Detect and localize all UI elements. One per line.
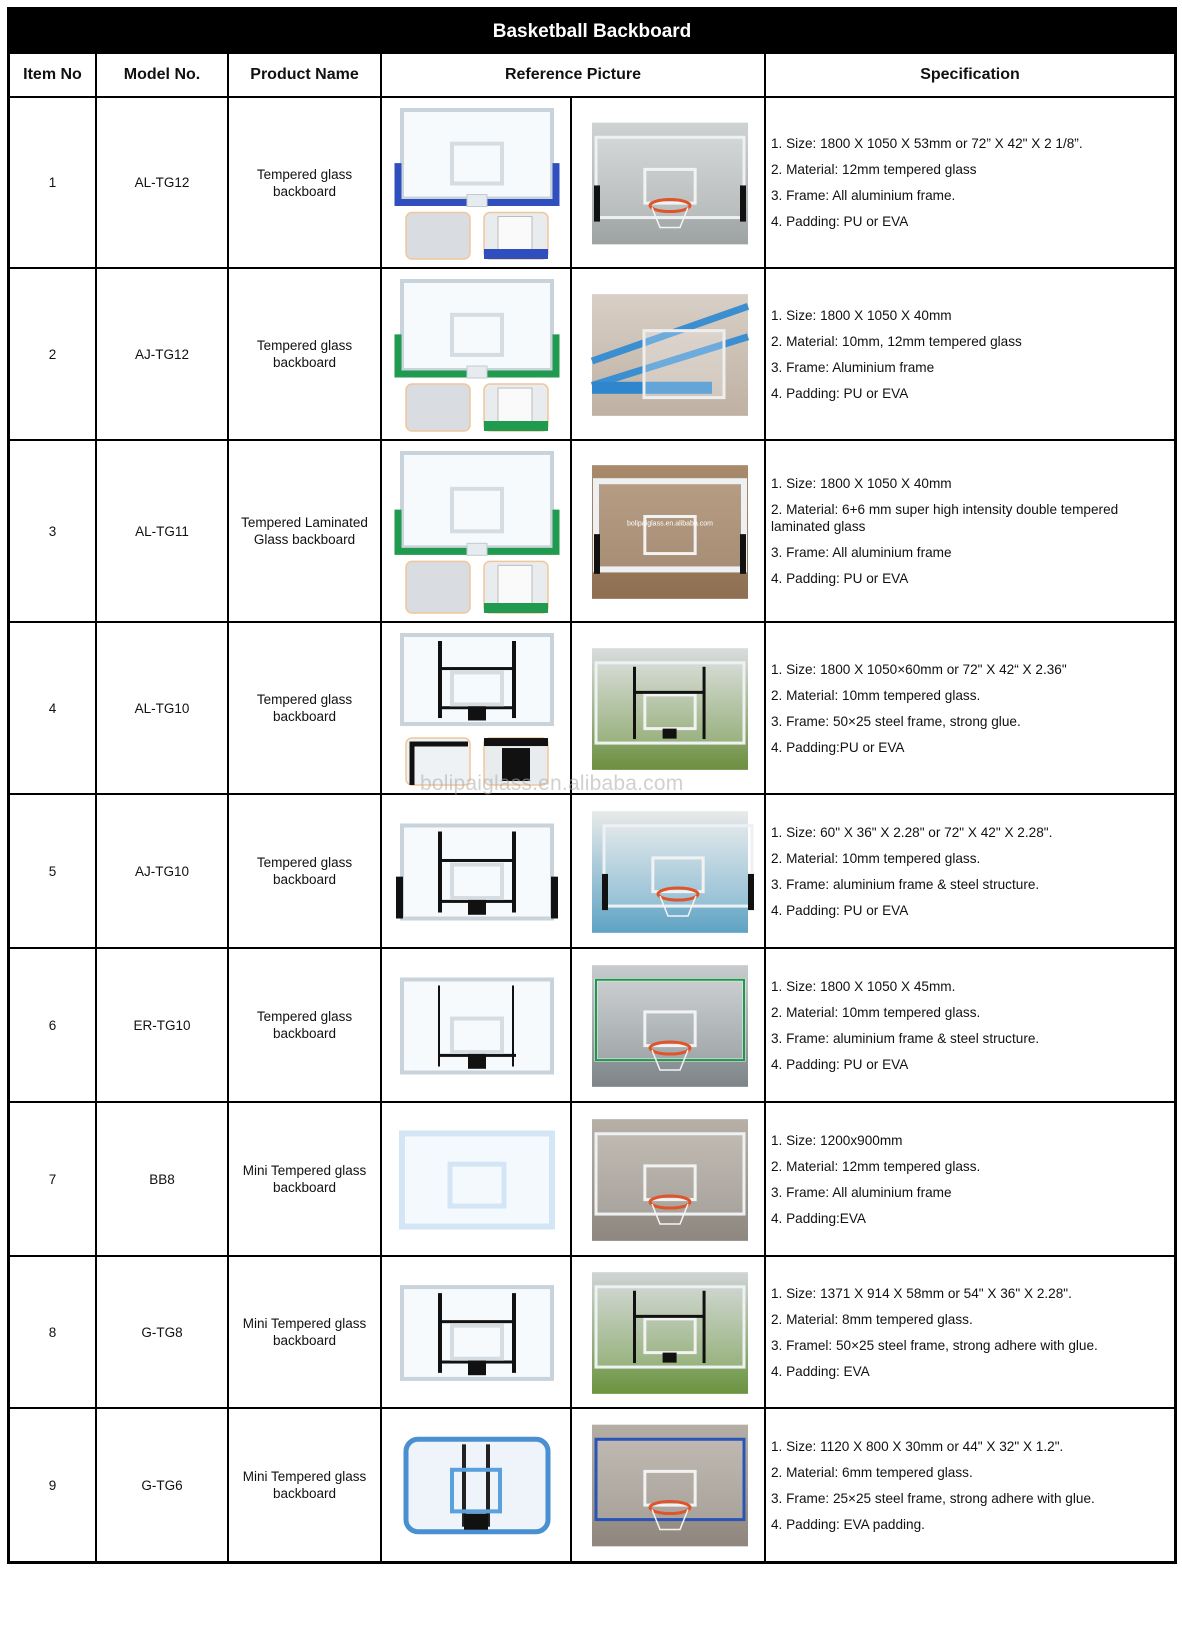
spec-line: 4. Padding: PU or EVA xyxy=(771,1056,909,1072)
product-drawing-cell xyxy=(381,1408,571,1561)
backboard-drawing-icon xyxy=(384,443,570,621)
specification-cell xyxy=(765,948,1174,1102)
product-name-cell: Tempered glass backboard xyxy=(228,622,381,794)
spec-line: 2. Material: 10mm tempered glass. xyxy=(771,1004,981,1020)
header-reference-picture: Reference Picture xyxy=(381,54,765,97)
model-number-cell: G-TG8 xyxy=(96,1256,228,1408)
spec-line: 2. Material: 10mm tempered glass. xyxy=(771,850,981,866)
backboard-drawing-icon xyxy=(384,271,570,439)
spec-line: 1. Size: 1120 X 800 X 30mm or 44" X 32" X 1.2". xyxy=(771,1438,1064,1454)
table-row xyxy=(10,794,1174,948)
item-number-cell: 1 xyxy=(10,97,96,268)
spec-line: 4. Padding:EVA xyxy=(771,1210,866,1226)
specification-cell xyxy=(765,440,1174,622)
table-row xyxy=(10,97,1174,268)
backboard-photo-icon xyxy=(574,443,760,621)
table-row xyxy=(10,948,1174,1102)
item-number-cell: 8 xyxy=(10,1256,96,1408)
product-name-cell: Mini Tempered glass backboard xyxy=(228,1256,381,1408)
model-number-cell: ER-TG10 xyxy=(96,948,228,1102)
spec-line: 4. Padding: EVA padding. xyxy=(771,1516,925,1532)
backboard-drawing-icon xyxy=(384,951,570,1101)
table-row xyxy=(10,268,1174,440)
spec-line: 2. Material: 6+6 mm super high intensity double tempered laminated glass xyxy=(771,502,1119,534)
backboard-photo-icon xyxy=(574,271,760,439)
backboard-drawing-icon xyxy=(384,100,570,267)
spec-line: 3. Frame: aluminium frame & steel structure. xyxy=(771,1030,1040,1046)
product-sheet xyxy=(7,7,1177,1564)
product-photo-cell xyxy=(571,1102,765,1256)
product-name-cell: Mini Tempered glass backboard xyxy=(228,1102,381,1256)
spec-line: 1. Size: 1371 X 914 X 58mm or 54" X 36" X 2.28". xyxy=(771,1285,1072,1301)
specification-cell xyxy=(765,794,1174,948)
model-number-cell: BB8 xyxy=(96,1102,228,1256)
spec-line: 3. Frame: All aluminium frame xyxy=(771,1184,952,1200)
header-specification: Specification xyxy=(765,54,1174,97)
header-row xyxy=(10,54,1174,97)
product-name-cell: Mini Tempered glass backboard xyxy=(228,1408,381,1561)
spec-line: 2. Material: 8mm tempered glass. xyxy=(771,1311,973,1327)
spec-line: 3. Frame: All aluminium frame xyxy=(771,545,952,560)
backboard-photo-icon xyxy=(574,1411,760,1560)
product-photo-cell xyxy=(571,268,765,440)
specification-cell xyxy=(765,268,1174,440)
backboard-photo-icon xyxy=(574,1259,760,1407)
product-photo-cell xyxy=(571,794,765,948)
backboard-drawing-icon xyxy=(384,625,570,793)
model-number-cell: AL-TG12 xyxy=(96,97,228,268)
spec-line: 3. Framel: 50×25 steel frame, strong adhere with glue. xyxy=(771,1337,1098,1353)
table-row xyxy=(10,440,1174,622)
spec-line: 1. Size: 1200x900mm xyxy=(771,1132,903,1148)
spec-line: 2. Material: 6mm tempered glass. xyxy=(771,1464,973,1480)
backboard-photo-icon xyxy=(574,951,760,1101)
table-row xyxy=(10,1102,1174,1256)
spec-line: 3. Frame: Aluminium frame xyxy=(771,359,935,375)
specification-cell xyxy=(765,1256,1174,1408)
product-table xyxy=(10,54,1174,1561)
header-product-name: Product Name xyxy=(228,54,381,97)
backboard-drawing-icon xyxy=(384,1105,570,1255)
model-number-cell: AJ-TG12 xyxy=(96,268,228,440)
product-drawing-cell xyxy=(381,948,571,1102)
spec-line: 1. Size: 1800 X 1050×60mm or 72" X 42“ X 2.36" xyxy=(771,661,1067,677)
model-number-cell: G-TG6 xyxy=(96,1408,228,1561)
specification-cell xyxy=(765,1102,1174,1256)
watermark-text: bolipaiglass.en.alibaba.com xyxy=(420,772,684,795)
item-number-cell: 6 xyxy=(10,948,96,1102)
model-number-cell: AL-TG10 xyxy=(96,622,228,794)
item-number-cell: 5 xyxy=(10,794,96,948)
specification-cell xyxy=(765,1408,1174,1561)
spec-line: 1. Size: 1800 X 1050 X 45mm. xyxy=(771,978,956,994)
product-photo-cell xyxy=(571,1256,765,1408)
product-name-cell: Tempered glass backboard xyxy=(228,97,381,268)
product-drawing-cell xyxy=(381,440,571,622)
specification-cell xyxy=(765,622,1174,794)
spec-line: 2. Material: 12mm tempered glass. xyxy=(771,1158,981,1174)
product-photo-cell xyxy=(571,1408,765,1561)
backboard-drawing-icon xyxy=(384,1259,570,1407)
backboard-drawing-icon xyxy=(384,1411,570,1560)
spec-line: 4. Padding: PU or EVA xyxy=(771,385,909,401)
spec-line: 1. Size: 1800 X 1050 X 40mm xyxy=(771,307,952,323)
product-drawing-cell xyxy=(381,97,571,268)
backboard-photo-icon xyxy=(574,1105,760,1255)
spec-line: 3. Frame: aluminium frame & steel structure. xyxy=(771,876,1040,892)
product-photo-cell xyxy=(571,97,765,268)
product-name-cell: Tempered glass backboard xyxy=(228,268,381,440)
sheet-title: Basketball Backboard xyxy=(10,10,1174,54)
product-drawing-cell xyxy=(381,268,571,440)
product-photo-cell xyxy=(571,948,765,1102)
table-row xyxy=(10,1408,1174,1561)
spec-line: 3. Frame: 50×25 steel frame, strong glue. xyxy=(771,713,1021,729)
product-name-cell: Tempered Laminated Glass backboard xyxy=(228,440,381,622)
backboard-photo-icon xyxy=(574,625,760,793)
spec-line: 1. Size: 1800 X 1050 X 40mm xyxy=(771,476,952,491)
spec-line: 1. Size: 1800 X 1050 X 53mm or 72” X 42" X 2 1/8”. xyxy=(771,136,1083,151)
item-number-cell: 4 xyxy=(10,622,96,794)
product-drawing-cell xyxy=(381,1256,571,1408)
product-drawing-cell xyxy=(381,622,571,794)
spec-line: 4. Padding: PU or EVA xyxy=(771,571,909,586)
item-number-cell: 3 xyxy=(10,440,96,622)
spec-line: 3. Frame: All aluminium frame. xyxy=(771,188,956,203)
model-number-cell: AL-TG11 xyxy=(96,440,228,622)
spec-line: 2. Material: 10mm tempered glass. xyxy=(771,687,981,703)
product-name-cell: Tempered glass backboard xyxy=(228,948,381,1102)
backboard-photo-icon xyxy=(574,797,760,947)
product-drawing-cell xyxy=(381,794,571,948)
spec-line: 3. Frame: 25×25 steel frame, strong adhere with glue. xyxy=(771,1490,1095,1506)
backboard-drawing-icon xyxy=(384,797,570,947)
model-number-cell: AJ-TG10 xyxy=(96,794,228,948)
table-row xyxy=(10,1256,1174,1408)
spec-line: 4. Padding: PU or EVA xyxy=(771,902,909,918)
product-photo-cell xyxy=(571,440,765,622)
spec-line: 4. Padding: PU or EVA xyxy=(771,214,909,229)
spec-line: 2. Material: 10mm, 12mm tempered glass xyxy=(771,333,1022,349)
backboard-photo-icon xyxy=(574,100,760,267)
product-name-cell: Tempered glass backboard xyxy=(228,794,381,948)
spec-line: 1. Size: 60" X 36" X 2.28" or 72" X 42" X 2.28". xyxy=(771,824,1053,840)
item-number-cell: 9 xyxy=(10,1408,96,1561)
specification-cell xyxy=(765,97,1174,268)
product-photo-cell xyxy=(571,622,765,794)
header-model-no: Model No. xyxy=(96,54,228,97)
spec-line: 2. Material: 12mm tempered glass xyxy=(771,162,977,177)
svg-text:bolipaiglass.en.alibaba.com: bolipaiglass.en.alibaba.com xyxy=(627,520,713,528)
product-drawing-cell xyxy=(381,1102,571,1256)
spec-line: 4. Padding:PU or EVA xyxy=(771,739,905,755)
table-row xyxy=(10,622,1174,794)
spec-line: 4. Padding: EVA xyxy=(771,1363,870,1379)
item-number-cell: 7 xyxy=(10,1102,96,1256)
header-item-no: Item No xyxy=(10,54,96,97)
item-number-cell: 2 xyxy=(10,268,96,440)
